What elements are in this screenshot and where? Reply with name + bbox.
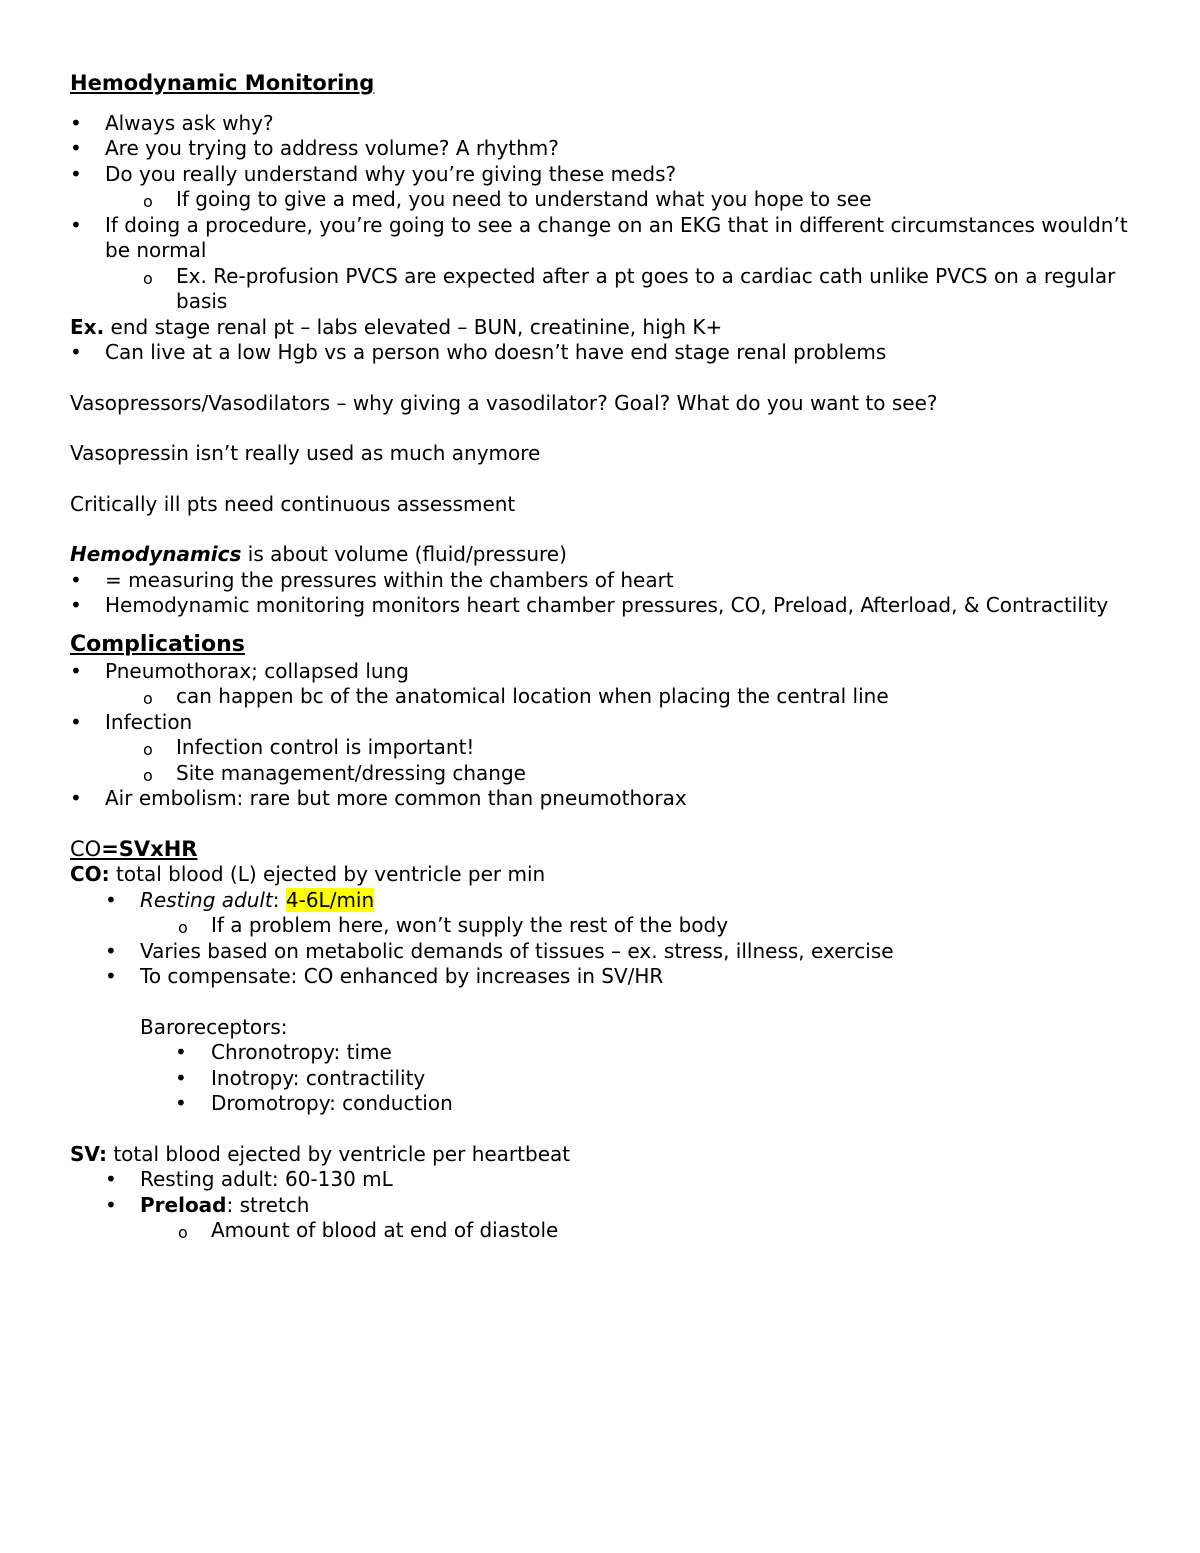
co-heading-co: CO <box>70 836 102 861</box>
list-item: • To compensate: CO enhanced by increases in SV/HR <box>70 964 1130 990</box>
list-item: • Do you really understand why you’re giving these meds? <box>70 162 1130 188</box>
hemodynamics-list <box>70 568 1130 619</box>
sub-list-item: o Amount of blood at end of diastole <box>70 1218 1130 1244</box>
resting-label: Resting adult <box>140 887 273 912</box>
complications-sublist <box>70 684 1130 710</box>
co-list <box>70 939 1130 990</box>
list-item <box>70 888 1130 914</box>
sv-sublist <box>70 1218 1130 1244</box>
sv-definition <box>70 1142 1130 1168</box>
vasopressin-paragraph: Vasopressin isn’t really used as much anymore <box>70 441 541 465</box>
complications-heading: Complications <box>70 631 245 657</box>
co-label: CO: <box>70 862 110 886</box>
co-heading <box>70 837 1130 863</box>
list-item <box>70 1193 1130 1219</box>
vasopressors-paragraph: Vasopressors/Vasodilators – why giving a vasodilator? Goal? What do you want to see? <box>70 390 938 415</box>
list-item: • Always ask why? <box>70 111 1130 137</box>
complications-list <box>70 659 1130 685</box>
list-item: • Pneumothorax; collapsed lung <box>70 659 1130 685</box>
preload-label: Preload <box>140 1192 227 1217</box>
intro-sublist <box>70 187 1130 213</box>
complications-sublist <box>70 735 1130 786</box>
procedure-list <box>70 213 1130 264</box>
sub-list-item: o Infection control is important! <box>70 735 1130 761</box>
sub-list-item: o Ex. Re-profusion PVCS are expected after a pt goes to a cardiac cath unlike PVCS on a regular basis <box>70 264 1130 315</box>
resting-value: 4-6L/min <box>285 887 375 912</box>
example-text: end stage renal pt – labs elevated – BUN, creatinine, high K+ <box>104 314 723 339</box>
list-item: • Chronotropy: time <box>70 1040 1130 1066</box>
hemodynamics-text: is about volume (fluid/pressure) <box>241 542 567 566</box>
hemodynamics-term: Hemodynamics <box>70 542 242 566</box>
sv-list <box>70 1167 1130 1218</box>
procedure-sublist <box>70 264 1130 315</box>
complications-list <box>70 710 1130 736</box>
co-list <box>70 888 1130 914</box>
complications-list <box>70 786 1130 812</box>
list-item: • Hemodynamic monitoring monitors heart chamber pressures, CO, Preload, Afterload, & Contractility <box>70 593 1130 619</box>
sub-list-item: o Site management/dressing change <box>70 761 1130 787</box>
baroreceptors-label: Baroreceptors: <box>140 1014 288 1039</box>
list-item: • Are you trying to address volume? A rhythm? <box>70 136 1130 162</box>
list-item: • = measuring the pressures within the chambers of heart <box>70 568 1130 594</box>
sub-list-item: o can happen bc of the anatomical location when placing the central line <box>70 684 1130 710</box>
example-label: Ex. <box>70 314 105 339</box>
example-line <box>70 315 1130 341</box>
sub-list-item: o If a problem here, won’t supply the rest of the body <box>70 913 1130 939</box>
page-title: Hemodynamic Monitoring <box>70 71 375 95</box>
baroreceptors-list <box>70 1040 1130 1117</box>
sv-label: SV: <box>70 1141 107 1166</box>
list-item: • Varies based on metabolic demands of tissues – ex. stress, illness, exercise <box>70 939 1130 965</box>
critically-ill-paragraph: Critically ill pts need continuous assessment <box>70 491 516 516</box>
list-item: • Air embolism: rare but more common than pneumothorax <box>70 786 1130 812</box>
example-list <box>70 340 1130 366</box>
document-content <box>70 71 1130 1244</box>
intro-list <box>70 111 1130 188</box>
list-item: • If doing a procedure, you’re going to see a change on an EKG that in different circumstances wouldn’t be normal <box>70 213 1130 264</box>
list-item: • Inotropy: contractility <box>70 1066 1130 1092</box>
sub-list-item: o If going to give a med, you need to understand what you hope to see <box>70 187 1130 213</box>
hemodynamics-line <box>70 542 1130 568</box>
sv-text: total blood ejected by ventricle per heartbeat <box>106 1141 571 1166</box>
list-item: • Resting adult: 60-130 mL <box>70 1167 1130 1193</box>
resting-colon: : <box>272 887 286 912</box>
co-sublist <box>70 913 1130 939</box>
preload-text: : stretch <box>226 1192 310 1217</box>
list-item: • Infection <box>70 710 1130 736</box>
co-heading-formula: =SVxHR <box>101 836 198 861</box>
list-item: • Dromotropy: conduction <box>70 1091 1130 1117</box>
co-text: total blood (L) ejected by ventricle per min <box>109 862 546 886</box>
co-definition <box>70 862 1130 888</box>
list-item: • Can live at a low Hgb vs a person who doesn’t have end stage renal problems <box>70 340 1130 366</box>
